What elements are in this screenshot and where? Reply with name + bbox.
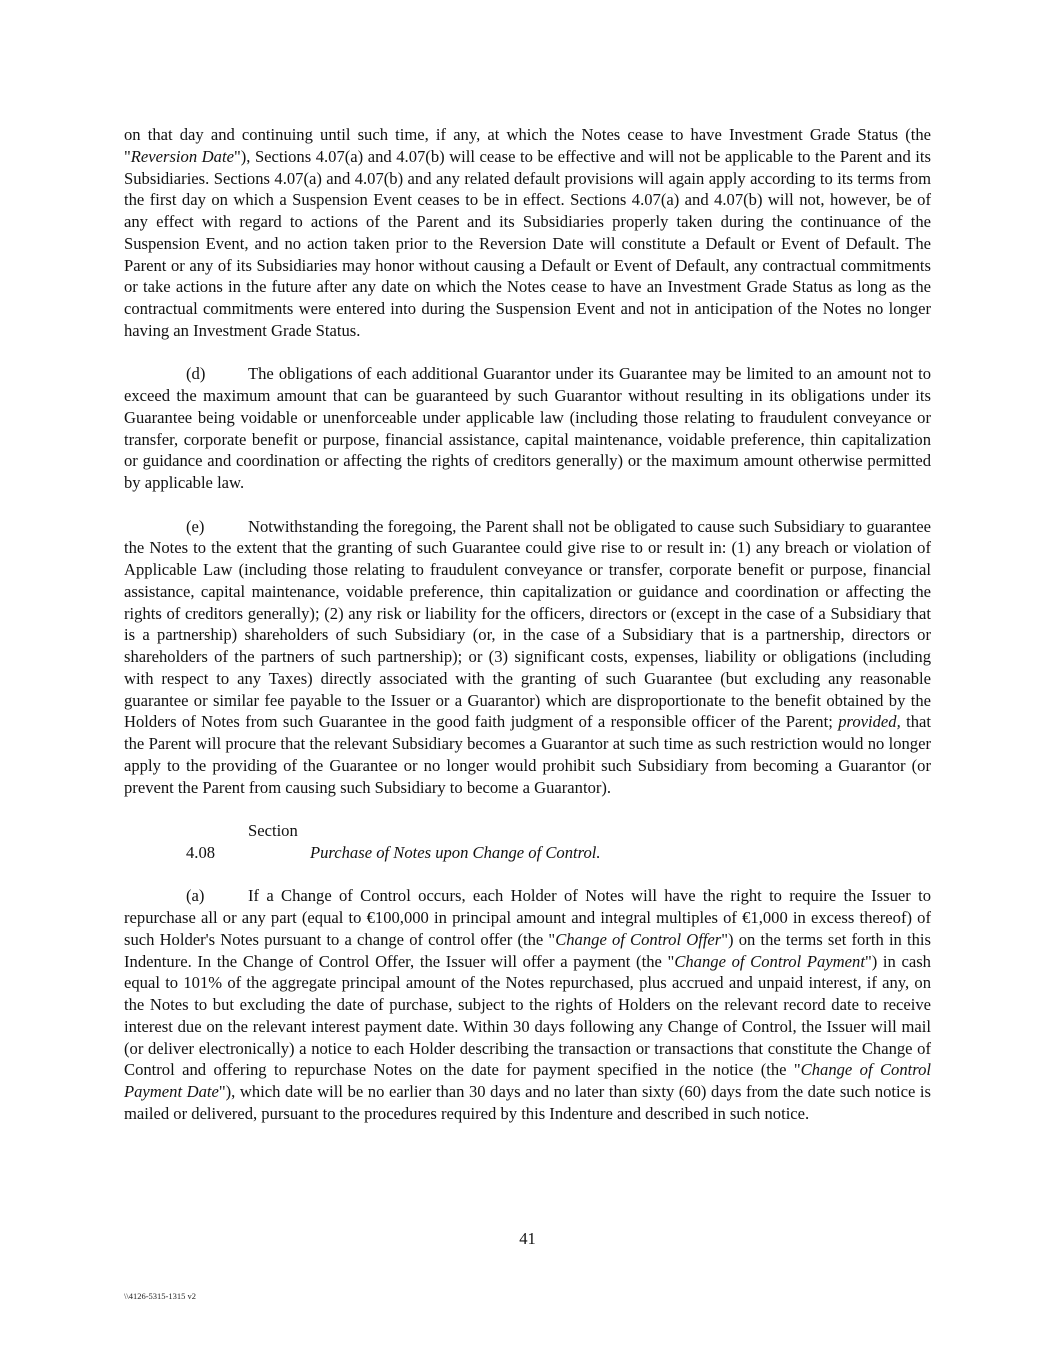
provided-term: provided, <box>838 712 901 732</box>
paragraph-e: (e) Notwithstanding the foregoing, the Parent shall not be obligated to cause such Subsidiary to guarantee the Notes to the extent that the granting of such Guarantee could give rise to or result in: (1) any breach or violation of Applicable Law (including those relating to fraudulent conveyance or transfer, corporate benefit or purpose, financial assistance, capital maintenance, voidable preference, thin capitalization or guidance and coordination or affecting the rights of creditors generally); (2) any risk or liability for the officers, directors or (except in the case of a Subsidiary that is a partnership) shareholders of such Subsidiary (or, in the case of a Subsidiary that is a partnership, directors or shareholders of the partners of such partnership); or (3) significant costs, expenses, liability or obligations (including with respect to any Taxes) directly associated with the granting of such Guarantee (but excluding any reasonable guarantee or similar fee payable to the Issuer or a Guarantor) which are disproportionate to the benefit obtained by the Holders of Notes from such Guarantee in the good faith judgment of a responsible officer of the Parent; provided, that the Parent will procure that the relevant Subsidiary becomes a Guarantor at such time as such restriction would no longer apply to the providing of the Guarantee or no longer would prohibit such Subsidiary from becoming a Guarantor (or prevent the Parent from causing such Subsidiary to become a Guarantor). <box>124 516 932 797</box>
section-number: Section 4.08 <box>186 821 298 862</box>
clause-label-e: (e) <box>186 516 205 536</box>
clause-label-d: (d) <box>186 364 206 384</box>
defined-term-change-of-control-offer: Change of Control Offer <box>555 929 722 949</box>
section-title: Purchase of Notes upon Change of Control. <box>310 842 601 862</box>
defined-term-change-of-control-payment: Change of Control Payment <box>674 951 865 971</box>
clause-label-a: (a) <box>186 886 205 906</box>
section-heading <box>124 820 931 864</box>
paragraph-c-continuation: on that day and continuing until such time, if any, at which the Notes cease to have Investment Grade Status (the "Reversion Date"), Sections 4.07(a) and 4.07(b) will cease to be effective and will not be applicable to the Parent and its Subsidiaries. Sections 4.07(a) and 4.07(b) and any related default provisions will again apply according to its terms from the first day on which a Suspension Event ceases to be in effect. Sections 4.07(a) and 4.07(b) will not, however, be of any effect with regard to actions of the Parent and its Subsidiaries properly taken during the continuance of the Suspension Event, and no action taken prior to the Reversion Date will constitute a Default or Event of Default. The Parent or any of its Subsidiaries may honor without causing a Default or Event of Default, any contractual commitments or take actions in the future after any date on which the Notes cease to have an Investment Grade Status as long as the contractual commitments were entered into during the Suspension Event and not in anticipation of the Notes no longer having an Investment Grade Status. <box>124 125 931 340</box>
defined-term-change-of-control-payment-date: Change of Control Payment Date <box>124 1060 931 1101</box>
document-id: \\4126-5315-1315 v2 <box>124 1291 197 1301</box>
page-number: 41 <box>519 1229 536 1248</box>
defined-term-reversion-date: Reversion Date <box>130 146 234 166</box>
paragraph-a: (a) If a Change of Control occurs, each Holder of Notes will have the right to require the Issuer to repurchase all or any part (equal to €100,000 in principal amount and integral multiples of €1,000 in excess thereof) of such Holder's Notes pursuant to a change of control offer (the "Change of Control Offer") on the terms set forth in this Indenture. In the Change of Control Offer, the Issuer will offer a payment (the "Change of Control Payment") in cash equal to 101% of the aggregate principal amount of the Notes repurchased, plus accrued and unpaid interest, if any, on the Notes to but excluding the date of purchase, subject to the rights of Holders on the relevant record date to receive interest due on the relevant interest payment date. Within 30 days following any Change of Control, the Issuer will mail (or deliver electronically) a notice to each Holder describing the transaction or transactions that constitute the Change of Control and offering to repurchase Notes on the date for payment specified in the notice (the "Change of Control Payment Date"), which date will be no earlier than 30 days and no later than sixty (60) days from the date such notice is mailed or delivered, pursuant to the procedures required by this Indenture and described in such notice. <box>124 886 931 1123</box>
paragraph-d: (d) The obligations of each additional Guarantor under its Guarantee may be limited to an amount not to exceed the maximum amount that can be guaranteed by such Guarantor without resulting in its obligations under its Guarantee being voidable or unenforceable under applicable law (including those relating to fraudulent conveyance or transfer, corporate benefit or purpose, financial assistance, capital maintenance, voidable preference, thin capitalization or guidance and coordination or affecting the rights of creditors generally) or the maximum amount otherwise permitted by applicable law. <box>124 364 931 492</box>
document-body <box>124 124 931 1125</box>
